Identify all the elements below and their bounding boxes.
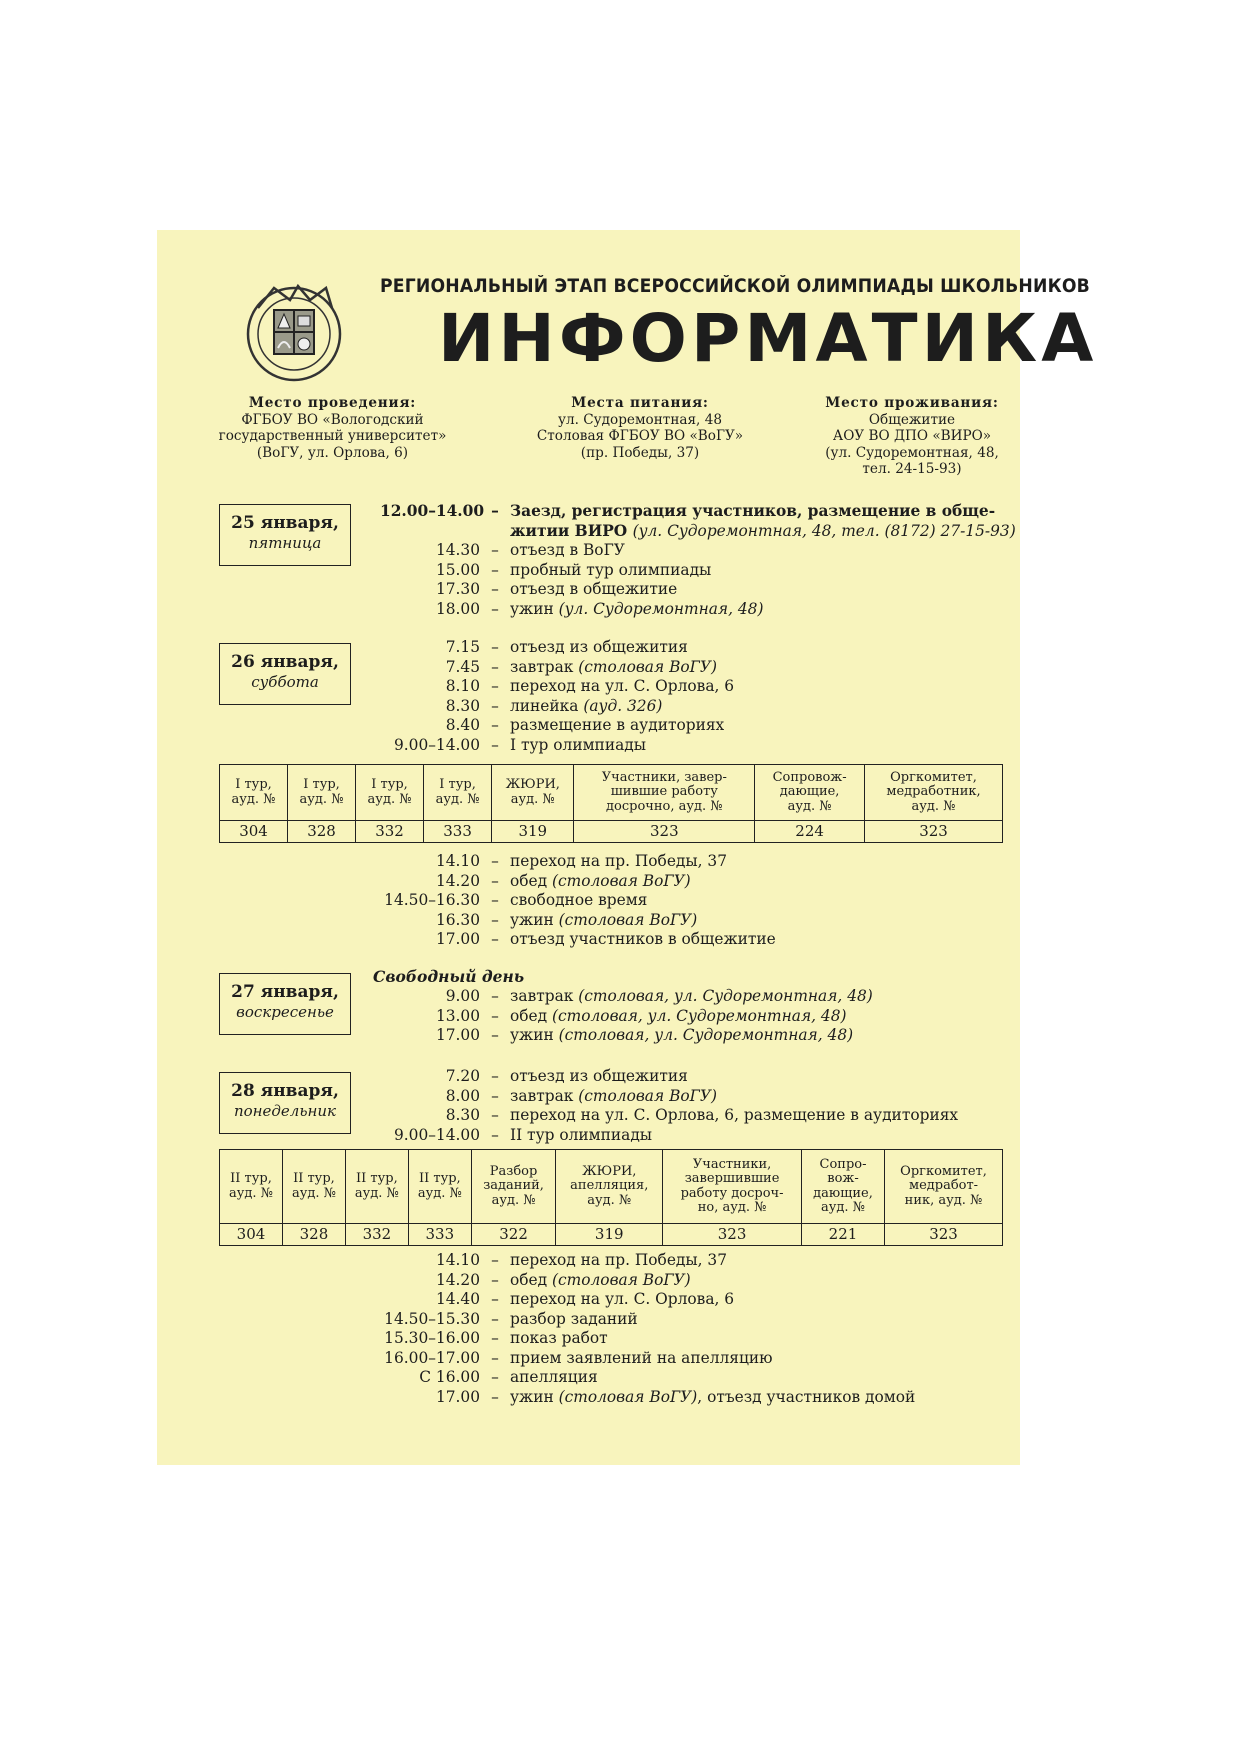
table-header-cell: ЖЮРИ, ауд. № [492,765,574,821]
schedule-row [380,1067,958,1087]
schedule-time: 18.00 [435,599,480,618]
schedule-row [380,1368,915,1388]
schedule-row [380,716,734,736]
schedule-row [380,502,1016,522]
schedule-activity [510,987,873,1007]
schedule-time: 14.10 [435,1251,480,1269]
schedule-text-tail: , отъезд участников домой [697,1387,916,1406]
schedule-text: показ работ [510,1329,608,1347]
table-header-cell: Разбор заданий, ауд. № [471,1150,555,1224]
schedule-row [380,1271,915,1291]
schedule-dash: – [491,1368,499,1386]
venue-line: (ВоГУ, ул. Орлова, 6) [256,444,409,461]
schedule-time: 8.10 [445,677,480,695]
table-room-cell: 304 [220,821,288,843]
schedule-activity [510,1126,652,1146]
schedule-dash: – [491,1348,499,1367]
schedule-activity [510,522,1016,542]
schedule-dash: – [491,1329,499,1347]
schedule-time: 15.00 [435,560,480,579]
schedule-row [380,600,1016,620]
schedule-text: переход на ул. С. Орлова, 6 [510,677,735,695]
table-header-cell: Сопровож- дающие, ауд. № [755,765,865,821]
schedule-text: размещение в аудиториях [510,716,725,734]
schedule-row [380,658,734,678]
schedule-dash: – [491,987,499,1005]
schedule-activity [510,1329,608,1349]
schedule-time: 17.00 [435,930,480,948]
schedule-time: 7.15 [445,638,480,656]
day-box-jan25 [219,504,351,566]
day-date: 28 января, [231,1081,339,1101]
schedule-text: житии ВИРО [510,521,633,540]
table-room-cell: 323 [865,821,1003,843]
lodging-info [812,395,1012,478]
table-room-cell: 322 [471,1224,555,1246]
schedule-activity [510,852,727,872]
schedule-activity [510,1349,773,1369]
schedule-activity [510,1026,853,1046]
schedule-activity [510,716,724,736]
schedule-row [380,930,776,950]
free-day-label: Свободный день [373,967,525,986]
schedule-activity [510,872,691,892]
schedule-text: переход на пр. Победы, 37 [510,1251,728,1269]
schedule-activity [510,561,711,581]
schedule-dash: – [491,502,499,520]
schedule-time: 16.30 [435,910,480,929]
food-line: Столовая ФГБОУ ВО «ВоГУ» [536,428,744,444]
table-header-cell: I тур, ауд. № [356,765,424,821]
table-room-cell: 304 [220,1224,283,1246]
schedule-time [380,522,480,542]
schedule-row [380,1106,958,1126]
schedule-text: обед [510,1270,553,1289]
schedule-time: 14.50–16.30 [384,891,480,909]
schedule-note: (столовая ВоГУ) [558,1387,698,1406]
schedule-row [380,736,734,756]
round2-rooms-table [219,1149,1003,1246]
table-room-cell: 319 [492,821,574,843]
schedule-dash: – [491,696,499,715]
schedule-jan26-morning [380,638,734,755]
schedule-activity [510,736,646,756]
table-header-cell: ЖЮРИ, апелляция, ауд. № [556,1150,663,1224]
schedule-dash: – [491,930,499,948]
schedule-time: 12.00–14.00 [380,502,485,520]
schedule-text: ужин [510,1026,559,1044]
schedule-dash: – [491,1026,499,1044]
schedule-activity [510,1106,958,1126]
schedule-note: (ул. Судоремонтная, 48, тел. (8172) 27-15-93) [632,521,1016,540]
table-room-cell: 328 [288,821,356,843]
schedule-activity [510,1310,638,1330]
schedule-row [380,1290,915,1310]
schedule-activity [510,658,717,678]
schedule-text: обед [510,871,553,890]
schedule-time: 14.30 [435,541,480,559]
schedule-row [380,1388,915,1408]
schedule-activity [510,1368,598,1388]
schedule-text: завтрак [510,987,579,1005]
day-weekday: суббота [251,673,319,691]
schedule-activity [510,1087,717,1107]
table-header-cell: Оргкомитет, медработник, ауд. № [865,765,1003,821]
schedule-dash: – [491,1067,499,1085]
schedule-time: 14.10 [435,852,480,870]
schedule-row [380,1349,915,1369]
lodging-line: (ул. Судоремонтная, 48, [825,444,999,461]
schedule-row [380,1126,958,1146]
schedule-text: апелляция [510,1368,598,1386]
olympiad-emblem-logo [240,278,348,386]
day-weekday: воскресенье [236,1003,334,1021]
schedule-dash: – [491,1387,499,1406]
schedule-text: отъезд участников в общежитие [510,930,776,948]
table-room-cell: 332 [345,1224,408,1246]
table-header-cell: Оргкомитет, медработ- ник, ауд. № [885,1150,1003,1224]
schedule-dash: – [491,891,499,909]
schedule-time: 8.30 [445,1106,480,1124]
schedule-jan28-afternoon [380,1251,915,1407]
venue-heading: Место проведения: [248,395,417,411]
table-header-cell: I тур, ауд. № [424,765,492,821]
schedule-activity [510,697,662,717]
schedule-time: 14.20 [435,1270,480,1289]
schedule-dash: – [491,1086,499,1105]
schedule-time: 17.00 [435,1026,480,1044]
table-header-cell: I тур, ауд. № [288,765,356,821]
schedule-activity [510,1251,727,1271]
schedule-row [380,1087,958,1107]
venue-line: ФГБОУ ВО «Вологодский [241,411,424,428]
schedule-text: пробный тур олимпиады [510,560,712,579]
schedule-text: I тур олимпиады [510,735,646,754]
schedule-dash: – [491,599,499,618]
schedule-time: С 16.00 [419,1368,480,1386]
schedule-text: ужин [510,599,559,618]
day-date: 26 января, [231,652,339,672]
schedule-note: (столовая ВоГУ) [558,910,698,929]
schedule-row [380,638,734,658]
schedule-note: (столовая, ул. Судоремонтная, 48) [558,1026,854,1044]
schedule-text: переход на ул. С. Орлова, 6 [510,1290,735,1308]
schedule-dash: – [491,852,499,870]
schedule-time: 8.00 [445,1086,480,1105]
schedule-text: завтрак [510,1086,579,1105]
schedule-time: 8.30 [445,696,480,715]
schedule-note: (столовая ВоГУ) [578,1086,717,1105]
schedule-note: (столовая ВоГУ) [578,657,717,676]
table-header-cell: II тур, ауд. № [345,1150,408,1224]
schedule-dash: – [491,716,499,734]
table-header-cell: Участники, завершившие работу досроч- но, ауд. № [663,1150,802,1224]
schedule-dash: – [491,1270,499,1289]
schedule-dash: – [491,910,499,929]
round1-rooms-table [219,764,1003,843]
schedule-time: 9.00–14.00 [393,735,480,754]
table-room-cell: 319 [556,1224,663,1246]
schedule-note: (столовая ВоГУ) [552,871,691,890]
table-room-cell: 332 [356,821,424,843]
table-header-cell: Участники, завер- шившие работу досрочно, ауд. № [574,765,755,821]
schedule-time: 16.00–17.00 [384,1348,480,1367]
schedule-time: 13.00 [435,1006,480,1025]
schedule-activity [510,1290,734,1310]
schedule-time: 9.00 [445,987,480,1005]
schedule-note: (ауд. 326) [583,696,663,715]
schedule-dash: – [491,1251,499,1269]
schedule-activity [510,911,697,931]
schedule-activity [510,891,647,911]
table-header-cell: II тур, ауд. № [282,1150,345,1224]
schedule-activity [510,600,763,620]
day-date: 27 января, [231,982,339,1002]
schedule-activity [510,1067,688,1087]
schedule-row [380,911,776,931]
schedule-time: 14.20 [435,871,480,890]
venue-line: государственный университет» [218,428,447,444]
table-room-cell: 323 [663,1224,802,1246]
schedule-text: отъезд в ВоГУ [510,541,625,559]
schedule-activity [510,930,776,950]
table-room-cell: 224 [755,821,865,843]
schedule-row [380,891,776,911]
schedule-text: отъезд в общежитие [510,580,678,598]
schedule-row [380,677,734,697]
schedule-dash: – [491,638,499,656]
schedule-jan28-morning [380,1067,958,1145]
schedule-dash: – [491,580,499,598]
schedule-dash: – [491,1125,499,1144]
schedule-text: свободное время [510,891,648,909]
food-heading: Места питания: [571,395,709,411]
table-header-cell: II тур, ауд. № [408,1150,471,1224]
schedule-dash: – [491,677,499,695]
day-box-jan28 [219,1072,351,1134]
schedule-time: 17.00 [435,1387,480,1406]
schedule-dash: – [491,871,499,890]
schedule-dash [480,522,510,542]
day-weekday: пятница [248,534,322,552]
schedule-text: прием заявлений на апелляцию [510,1348,773,1367]
schedule-text: линейка [510,696,584,715]
food-info [520,395,760,461]
table-header-cell: I тур, ауд. № [220,765,288,821]
schedule-activity [510,1007,847,1027]
schedule-text: разбор заданий [510,1309,638,1328]
schedule-text: отъезд из общежития [510,638,688,656]
schedule-time: 9.00–14.00 [393,1125,480,1144]
schedule-row [380,1251,915,1271]
event-subtitle: РЕГИОНАЛЬНЫЙ ЭТАП ВСЕРОССИЙСКОЙ ОЛИМПИАДЫ ШКОЛЬНИКОВ [380,276,1090,297]
schedule-text: Заезд, регистрация участников, размещение в обще- [510,502,996,520]
table-header-cell: II тур, ауд. № [220,1150,283,1224]
schedule-text: обед [510,1006,553,1025]
schedule-dash: – [491,1290,499,1308]
day-box-jan26 [219,643,351,705]
table-header-cell: Сопро- вож- дающие, ауд. № [801,1150,884,1224]
schedule-row [380,1329,915,1349]
schedule-text: ужин [510,1387,559,1406]
schedule-row [380,561,1016,581]
schedule-row [380,522,1016,542]
schedule-row [380,1310,915,1330]
schedule-time: 7.20 [445,1067,480,1085]
schedule-jan25 [380,502,1016,619]
subject-title: ИНФОРМАТИКА [438,300,1098,377]
day-box-jan27 [219,973,351,1035]
schedule-row [380,852,776,872]
schedule-activity [510,1388,915,1408]
schedule-text: II тур олимпиады [510,1125,653,1144]
lodging-line: АОУ ВО ДПО «ВИРО» [832,428,992,444]
schedule-time: 8.40 [445,716,480,734]
lodging-heading: Место проживания: [825,395,999,411]
table-room-cell: 221 [801,1224,884,1246]
schedule-time: 14.40 [435,1290,480,1308]
table-room-cell: 323 [574,821,755,843]
schedule-text: ужин [510,910,559,929]
schedule-row [380,1026,873,1046]
schedule-dash: – [491,657,499,676]
table-room-cell: 333 [408,1224,471,1246]
table-room-cell: 323 [885,1224,1003,1246]
schedule-dash: – [491,1106,499,1124]
schedule-time: 7.45 [445,657,480,676]
schedule-row [380,541,1016,561]
schedule-row [380,987,873,1007]
schedule-row [380,872,776,892]
schedule-dash: – [491,735,499,754]
schedule-note: (столовая, ул. Судоремонтная, 48) [552,1006,847,1025]
table-room-cell: 333 [424,821,492,843]
schedule-dash: – [491,1309,499,1328]
schedule-dash: – [491,560,499,579]
schedule-activity [510,677,734,697]
schedule-row [380,697,734,717]
schedule-jan26-afternoon [380,852,776,950]
schedule-row [380,580,1016,600]
schedule-text: завтрак [510,657,579,676]
schedule-note: (столовая ВоГУ) [552,1270,691,1289]
venue-info [205,395,460,461]
schedule-text: переход на ул. С. Орлова, 6, размещение в аудиториях [510,1106,959,1124]
schedule-note: (ул. Судоремонтная, 48) [558,599,764,618]
table-room-cell: 328 [282,1224,345,1246]
schedule-activity [510,541,625,561]
schedule-time: 14.50–15.30 [384,1309,480,1328]
food-line: ул. Судоремонтная, 48 [558,411,722,428]
food-line: (пр. Победы, 37) [580,444,700,461]
schedule-activity [510,638,688,658]
schedule-dash: – [491,541,499,559]
schedule-text: отъезд из общежития [510,1067,688,1085]
schedule-time: 15.30–16.00 [384,1329,480,1347]
schedule-time: 17.30 [435,580,480,598]
schedule-activity [510,580,677,600]
schedule-jan27 [380,987,873,1046]
day-date: 25 января, [231,513,339,533]
schedule-dash: – [491,1006,499,1025]
schedule-activity [510,1271,691,1291]
day-weekday: понедельник [233,1102,337,1120]
schedule-activity [510,502,995,522]
schedule-note: (столовая, ул. Судоремонтная, 48) [578,987,873,1005]
schedule-text: переход на пр. Победы, 37 [510,852,728,870]
lodging-line: тел. 24-15-93) [862,461,962,477]
lodging-line: Общежитие [868,411,956,428]
schedule-row [380,1007,873,1027]
